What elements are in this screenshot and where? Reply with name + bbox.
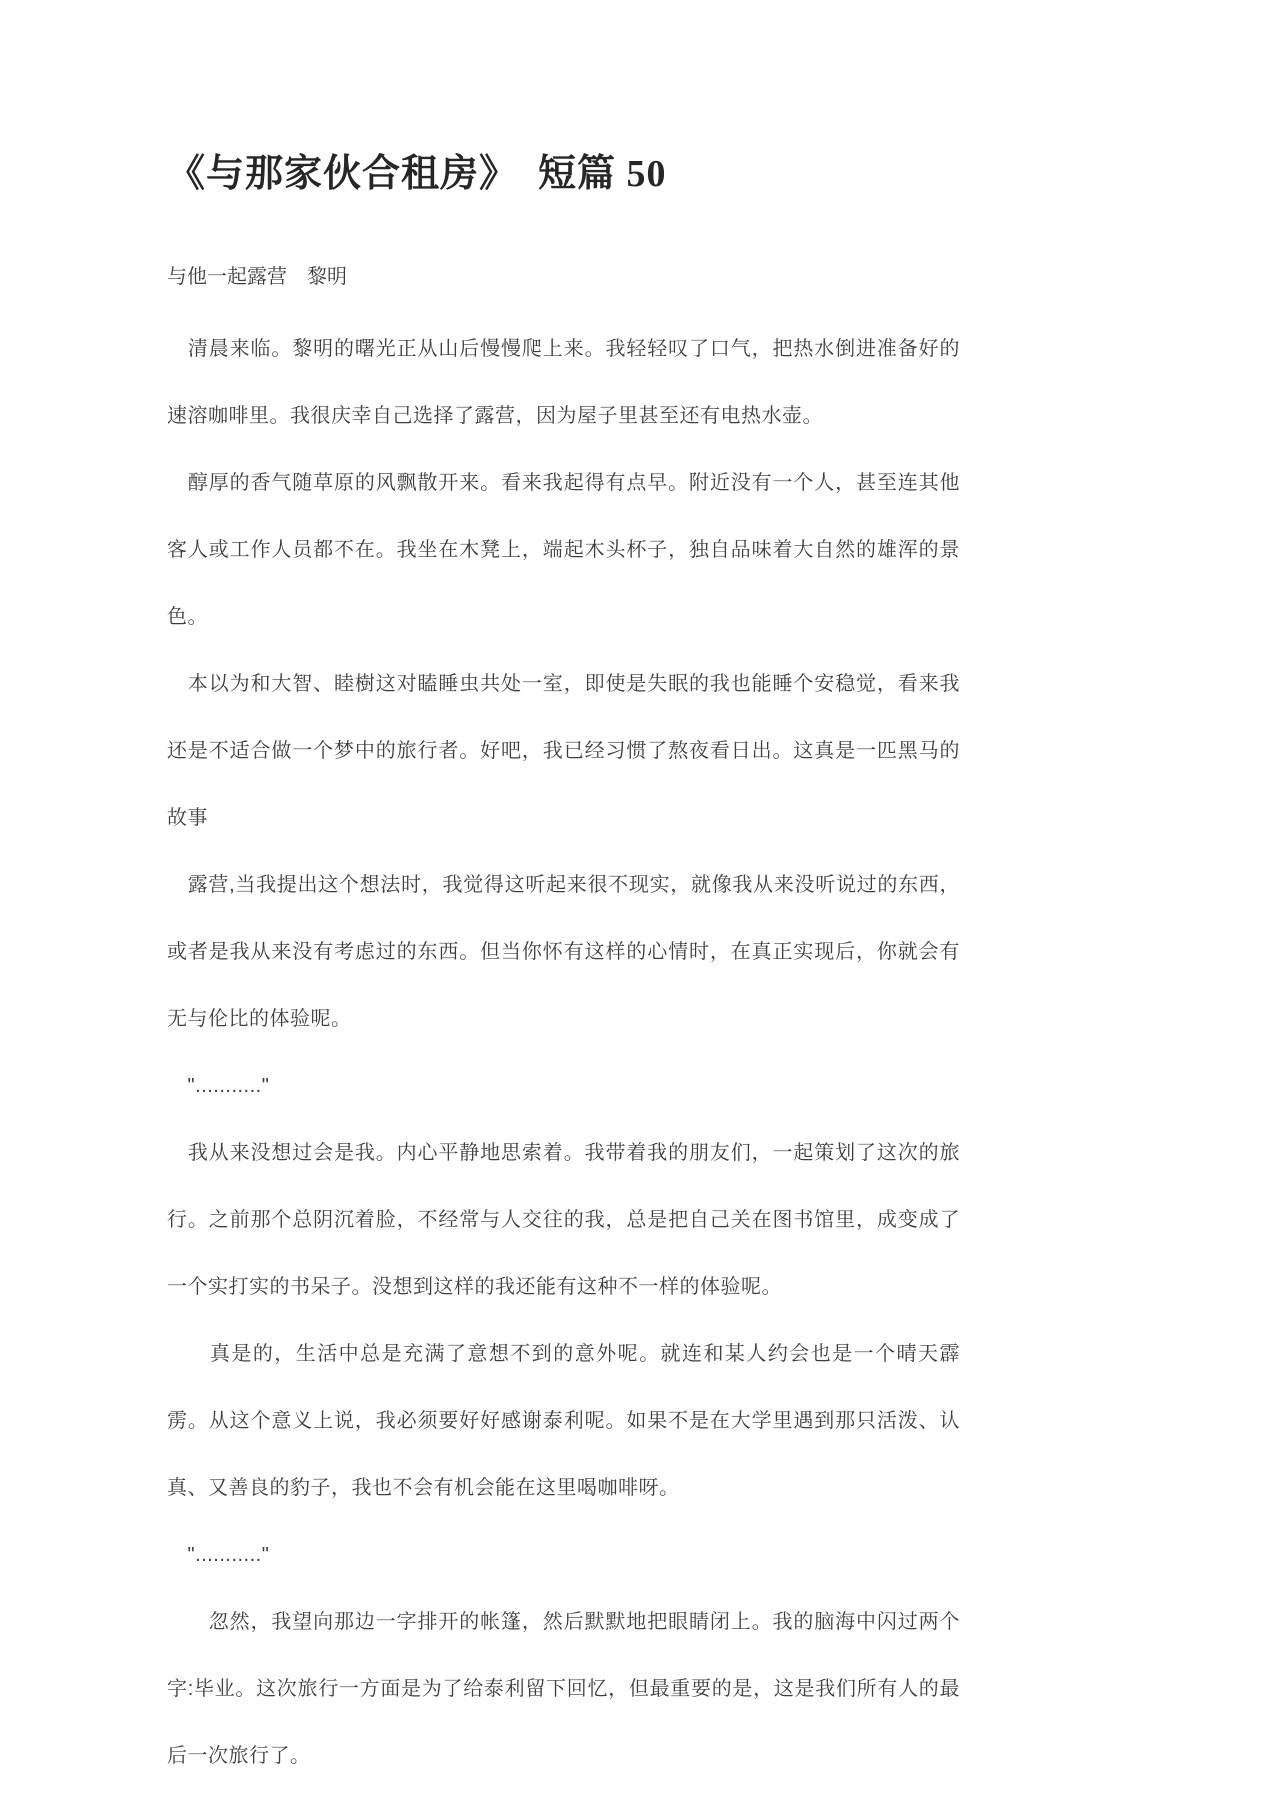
page-title: 《与那家伙合租房》 短篇 50 <box>167 153 667 195</box>
story-paragraph: 醇厚的香气随草原的风飘散开来。看来我起得有点早。附近没有一个人，甚至连其他客人或工作人员都不在。我坐在木凳上，端起木头杯子，独自品味着大自然的雄浑的景色。 <box>167 472 960 628</box>
chapter-subtitle: 与他一起露营 黎明 <box>167 266 347 288</box>
story-paragraph: 露营,当我提出这个想法时，我觉得这听起来很不现实，就像我从来没听说过的东西，或者是我从来没有考虑过的东西。但当你怀有这样的心情时，在真正实现后，你就会有无与伦比的体验呢。 <box>167 874 960 1030</box>
story-paragraph: 忽然，我望向那边一字排开的帐篷，然后默默地把眼睛闭上。我的脑海中闪过两个字:毕业。这次旅行一方面是为了给泰利留下回忆，但最重要的是，这是我们所有人的最后一次旅行了。 <box>167 1611 960 1767</box>
story-paragraph: 我从来没想过会是我。内心平静地思索着。我带着我的朋友们，一起策划了这次的旅行。之前那个总阴沉着脸，不经常与人交往的我，总是把自己关在图书馆里，成变成了一个实打实的书呆子。没想到这样的我还能有这种不一样的体验呢。 <box>167 1142 960 1298</box>
story-paragraph: "..........." <box>167 1544 270 1566</box>
story-paragraph: 清晨来临。黎明的曙光正从山后慢慢爬上来。我轻轻叹了口气，把热水倒进准备好的速溶咖啡里。我很庆幸自己选择了露营，因为屋子里甚至还有电热水壶。 <box>167 338 960 427</box>
story-body <box>167 316 960 1790</box>
story-paragraph: 本以为和大智、睦樹这对瞌睡虫共处一室，即使是失眠的我也能睡个安稳觉，看来我还是不适合做一个梦中的旅行者。好吧，我已经习惯了熬夜看日出。这真是一匹黑马的故事 <box>167 673 960 829</box>
story-paragraph: 真是的，生活中总是充满了意想不到的意外呢。就连和某人约会也是一个晴天霹雳。从这个意义上说，我必须要好好感谢泰利呢。如果不是在大学里遇到那只活泼、认真、又善良的豹子，我也不会有机会能在这里喝咖啡呀。 <box>167 1343 960 1499</box>
story-paragraph: "..........." <box>167 1075 270 1097</box>
